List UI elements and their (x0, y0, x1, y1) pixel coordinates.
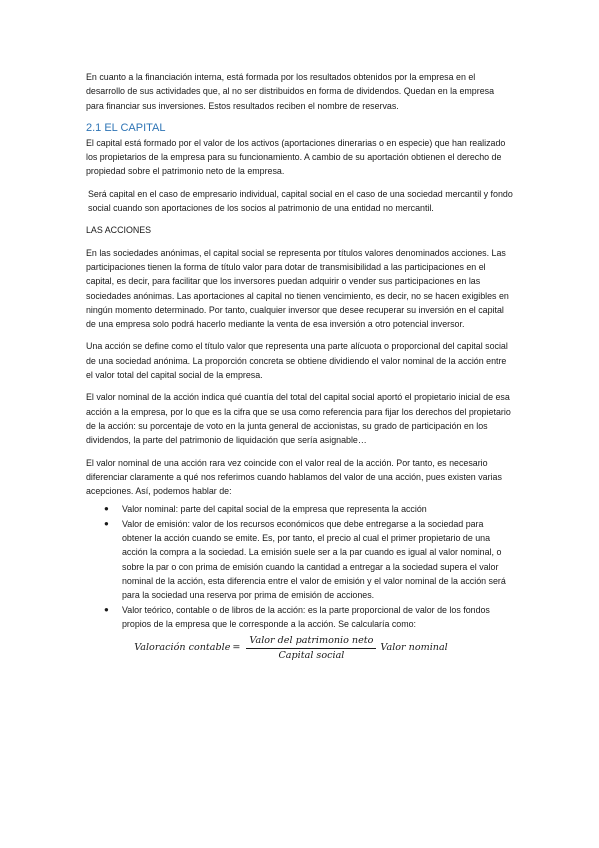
formula-fraction (246, 635, 376, 662)
valor-bullet-list (86, 502, 514, 631)
list-item (86, 603, 514, 632)
valoracion-formula (86, 635, 514, 662)
list-item (86, 517, 514, 603)
acciones-paragraph-1: En las sociedades anónimas, el capital social se representa por títulos valores denominados acciones. Las participaciones tienen la forma de título valor para dotar de transmisibilidad a las participaciones en el capital, es decir, para facilitar que los inversores puedan adquirir o vender sus participaciones en las sociedades anónimas. Las aportaciones al capital no tienen vencimiento, es decir, no se hacen exigibles en ningún momento determinado. Por tanto, cualquier inversor que desee recuperar su inversión en el capital de una empresa solo podrá hacerlo mediante la venta de esa inversión a otro potencial inversor. (86, 247, 509, 330)
document-body (86, 70, 514, 662)
acciones-paragraph-3: El valor nominal de la acción indica qué cuantía del total del capital social aportó el propietario inicial de esa acción a la empresa, por lo que es la cifra que se usa como referencia para fijar los derechos del propietario de la acción: su porcentaje de voto en la junta general de accionistas, su grado de participación en los dividendos, la parte del patrimonio de liquidación que sería asignable… (86, 392, 511, 446)
formula-rhs: Valor nominal (380, 642, 448, 654)
list-item-text: Valor nominal: parte del capital social de la empresa que representa la acción (122, 504, 427, 515)
list-item-text: Valor de emisión: valor de los recursos económicos que debe entregarse a la sociedad para obtener la acción cuando se emite. Es, por tanto, el precio al cual el primer propietario de una acción la compra a la sociedad. La emisión suele ser a la par cuando es igual al valor nominal, o sobre la par o con prima de emisión cuando la cantidad a entregar a la sociedad supera el valor nominal de la acción, esta diferencia entre el valor de emisión y el valor nominal de la acción será para la sociedad una reserva por prima de emisión de acciones. (122, 518, 506, 601)
capital-paragraph-2: Será capital en el caso de empresario individual, capital social en el caso de una sociedad mercantil y fondo social cuando son aportaciones de los socios al patrimonio de una entidad no mercantil. (88, 188, 513, 214)
bullet-icon: ● (104, 504, 109, 514)
formula-denominator: Capital social (278, 650, 345, 662)
list-item-text: Valor teórico, contable o de libros de la acción: es la parte proporcional de valor de los fondos propios de la empresa que le corresponde a la acción. Se calcularía como: (122, 604, 490, 629)
formula-lhs: Valoración contable (134, 642, 231, 654)
bullet-icon: ● (104, 518, 109, 528)
formula-numerator: Valor del patrimonio neto (246, 635, 376, 649)
acciones-paragraph-2: Una acción se define como el título valor que representa una parte alícuota o proporcional del capital social de una sociedad anónima. La proporción concreta se obtiene dividiendo el valor nominal de la acción entre el valor total del capital social de la empresa. (86, 341, 508, 381)
section-heading: 2.1 EL CAPITAL (86, 121, 166, 134)
subsection-heading: LAS ACCIONES (86, 225, 152, 236)
list-item (86, 502, 514, 516)
intro-paragraph: En cuanto a la financiación interna, está formada por los resultados obtenidos por la empresa en el desarrollo de sus actividades que, al no ser distribuidos en forma de dividendos. Quedan en la empresa para financiar sus inversiones. Estos resultados reciben el nombre de reservas. (86, 72, 494, 111)
bullet-icon: ● (104, 604, 109, 614)
capital-paragraph-1: El capital está formado por el valor de los activos (aportaciones dinerarias o en especie) que han realizado los propietarios de la empresa para su funcionamiento. A cambio de su aportación obtienen el derecho de propiedad sobre el patrimonio neto de la empresa. (86, 137, 506, 177)
formula-equals: = (232, 642, 241, 654)
acciones-paragraph-4: El valor nominal de una acción rara vez coincide con el valor real de la acción. Por tanto, es necesario diferenciar claramente a qué nos referimos cuando hablamos del valor de una acción, pues existen varias acepciones. Así, podemos hablar de: (86, 457, 502, 497)
